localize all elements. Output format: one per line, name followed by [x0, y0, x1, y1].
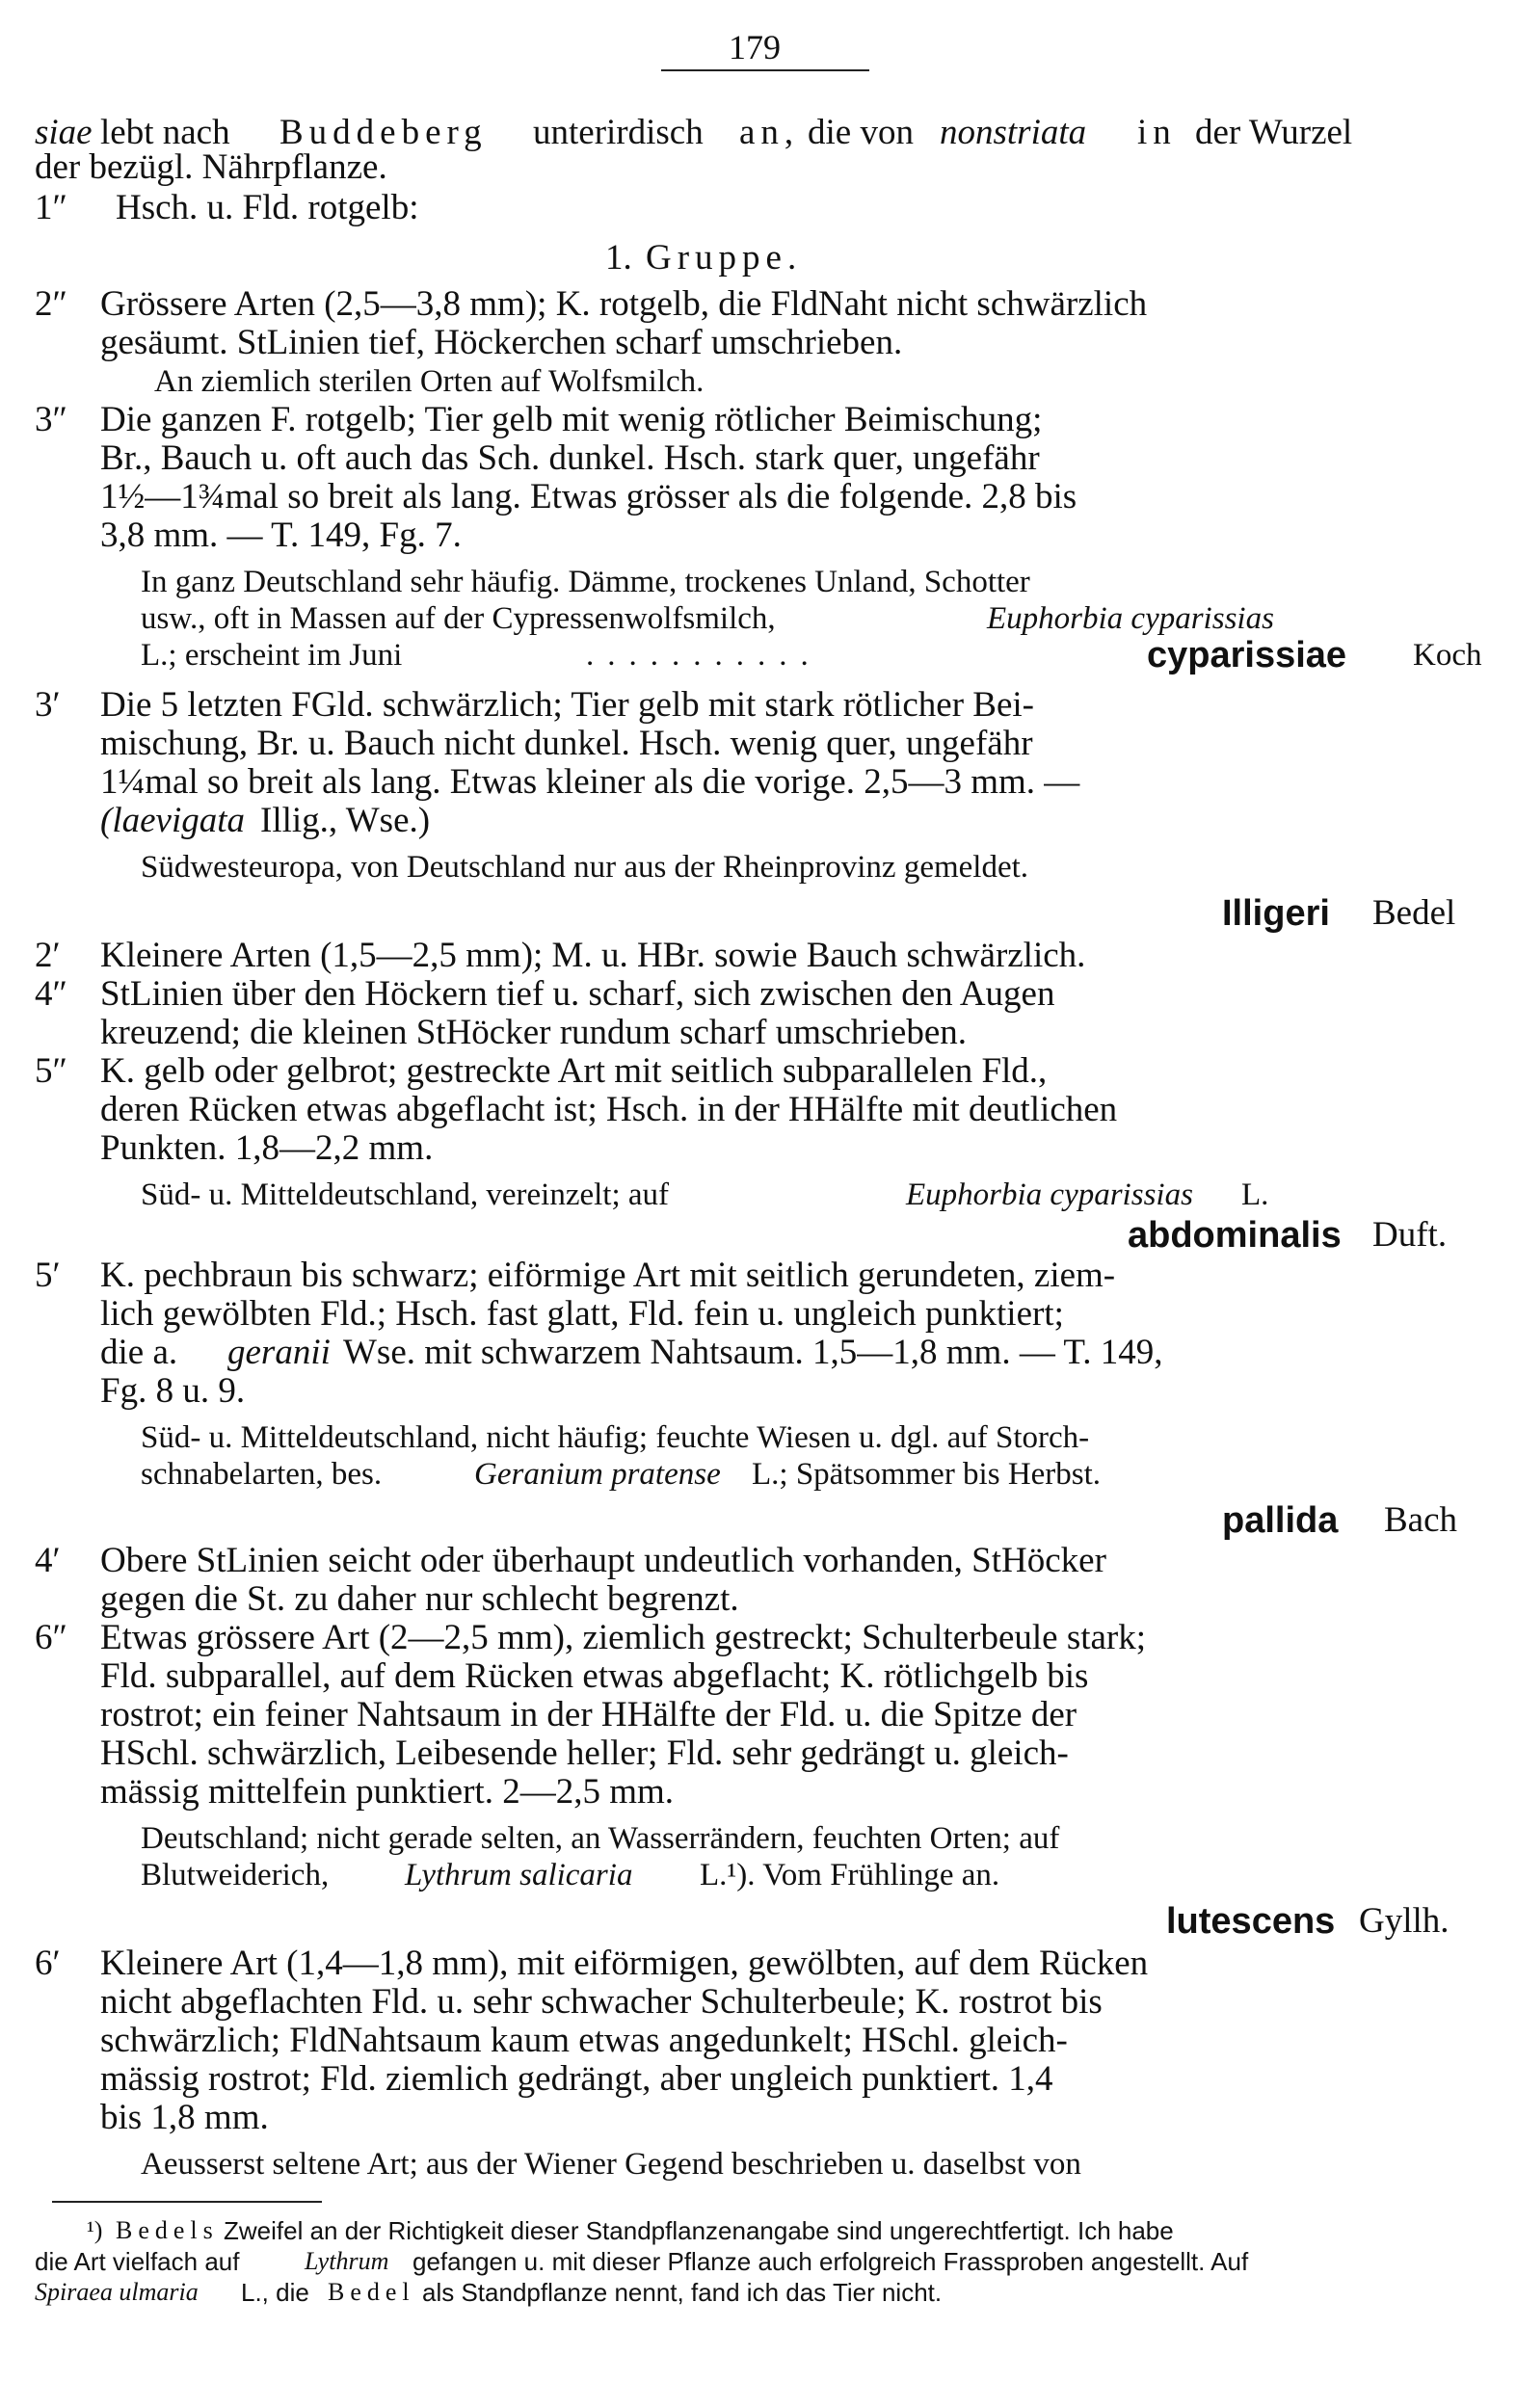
text-segment: usw., oft in Massen auf der Cypressenwolfsmilch, [141, 601, 776, 636]
italic-text: (laevigata [100, 801, 246, 840]
text-segment: 1. [605, 238, 632, 278]
text-segment: der Wurzel [1195, 113, 1353, 152]
text-segment: Fld. subparallel, auf dem Rücken etwas abgeflacht; K. rötlichgelb bis [100, 1656, 1089, 1696]
species-name: abdominalis [1128, 1215, 1342, 1256]
text-segment: nicht abgeflachten Fld. u. sehr schwacher Schulterbeule; K. rostrot bis [100, 1982, 1103, 2022]
text-segment: unterirdisch [533, 113, 704, 152]
text-segment: als Standpflanze nennt, fand ich das Tier nicht. [422, 2278, 943, 2307]
text-segment: Duft. [1372, 1215, 1448, 1255]
key-label: 5″ [35, 1051, 67, 1091]
italic-text: Spiraea ulmaria [35, 2278, 199, 2306]
text-segment: Fg. 8 u. 9. [100, 1371, 246, 1411]
key-label: 3″ [35, 400, 67, 439]
key-label: 5′ [35, 1256, 61, 1295]
text-segment: deren Rücken etwas abgeflacht ist; Hsch. in der HHälfte mit deutlichen [100, 1090, 1118, 1129]
text-segment: schnabelarten, bes. [141, 1457, 383, 1492]
key-label: 6″ [35, 1618, 67, 1657]
text-segment: L. [1241, 1178, 1269, 1212]
species-name: cyparissiae [1147, 635, 1347, 675]
text-segment: schwärzlich; FldNahtsaum kaum etwas angedunkelt; HSchl. gleich- [100, 2021, 1068, 2060]
text-segment: Kleinere Art (1,4—1,8 mm), mit eiförmigen, gewölbten, auf dem Rücken [100, 1944, 1149, 1983]
key-label: 2″ [35, 284, 67, 324]
text-segment: Bedel [1372, 893, 1456, 933]
text-segment: mässig rostrot; Fld. ziemlich gedrängt, aber ungleich punktiert. 1,4 [100, 2059, 1053, 2099]
header-rule [661, 69, 869, 71]
text-segment: Etwas grössere Art (2—2,5 mm), ziemlich gestreckt; Schulterbeule stark; [100, 1618, 1147, 1657]
text-segment: die Art vielfach auf [35, 2247, 240, 2276]
text-segment: Deutschland; nicht gerade selten, an Wasserrändern, feuchten Orten; auf [141, 1821, 1060, 1856]
text-segment: Süd- u. Mitteldeutschland, nicht häufig; feuchte Wiesen u. dgl. auf Storch- [141, 1420, 1090, 1455]
text-segment: L., die [241, 2278, 309, 2307]
text-segment: der bezügl. Nährpflanze. [35, 147, 387, 187]
text-segment: gegen die St. zu daher nur schlecht begrenzt. [100, 1579, 739, 1619]
text-segment: Punkten. 1,8—2,2 mm. [100, 1128, 434, 1168]
text-segment: die a. [100, 1333, 178, 1372]
text-segment: L.¹). Vom Frühlinge an. [700, 1858, 1000, 1892]
italic-text: Euphorbia cyparissias [906, 1178, 1193, 1212]
text-segment: Südwesteuropa, von Deutschland nur aus der Rheinprovinz gemeldet. [141, 850, 1029, 885]
text-segment: 1½—1¾mal so breit als lang. Etwas grösser als die folgende. 2,8 bis [100, 477, 1077, 516]
text-segment: lich gewölbten Fld.; Hsch. fast glatt, Fld. fein u. ungleich punktiert; [100, 1294, 1064, 1334]
key-label: 6′ [35, 1944, 61, 1983]
page-number: 179 [729, 28, 781, 66]
text-segment: Zweifel an der Richtigkeit dieser Standpflanzenangabe sind ungerechtfertigt. Ich habe [224, 2216, 1174, 2245]
italic-text: siae [35, 113, 93, 152]
text-segment: StLinien über den Höckern tief u. scharf, sich zwischen den Augen [100, 974, 1055, 1014]
italic-text: Lythrum [305, 2247, 389, 2275]
species-name: Illigeri [1222, 893, 1330, 934]
text-segment: gefangen u. mit dieser Pflanze auch erfolgreich Frassproben angestellt. Auf [412, 2247, 1249, 2276]
text-segment: K. gelb oder gelbrot; gestreckte Art mit seitlich subparallelen Fld., [100, 1051, 1048, 1091]
text-segment: Süd- u. Mitteldeutschland, vereinzelt; auf [141, 1178, 670, 1212]
text-segment: lebt nach [100, 113, 230, 152]
text-segment: an, [739, 113, 800, 152]
text-segment: kreuzend; die kleinen StHöcker rundum scharf umschrieben. [100, 1013, 968, 1052]
text-segment: in [1137, 113, 1177, 152]
text-segment: Illig., Wse.) [260, 801, 431, 840]
text-segment: 3,8 mm. — T. 149, Fg. 7. [100, 516, 462, 555]
italic-text: Euphorbia cyparissias [987, 601, 1274, 636]
key-label: 4″ [35, 974, 67, 1014]
text-segment: Kleinere Arten (1,5—2,5 mm); M. u. HBr. sowie Bauch schwärzlich. [100, 936, 1086, 975]
text-segment: Koch [1413, 638, 1482, 673]
key-label: 2′ [35, 936, 61, 975]
text-segment: mischung, Br. u. Bauch nicht dunkel. Hsch. wenig quer, ungefähr [100, 724, 1033, 763]
text-segment: Bach [1384, 1500, 1458, 1540]
italic-text: nonstriata [940, 113, 1087, 152]
text-segment: Br., Bauch u. oft auch das Sch. dunkel. Hsch. stark quer, ungefähr [100, 438, 1040, 478]
species-name: lutescens [1166, 1901, 1336, 1942]
italic-text: Geranium pratense [474, 1457, 721, 1492]
text-segment: gesäumt. StLinien tief, Höckerchen scharf umschrieben. [100, 323, 903, 362]
text-segment: Bedel [328, 2278, 415, 2306]
text-segment: Grössere Arten (2,5—3,8 mm); K. rotgelb, die FldNaht nicht schwärzlich [100, 284, 1148, 324]
key-label: 1″ [35, 188, 67, 227]
text-segment: Aeusserst seltene Art; aus der Wiener Gegend beschrieben u. daselbst von [141, 2147, 1081, 2182]
text-segment: Obere StLinien seicht oder überhaupt undeutlich vorhanden, StHöcker [100, 1541, 1106, 1580]
text-segment: An ziemlich sterilen Orten auf Wolfsmilch. [154, 364, 705, 399]
text-segment: rostrot; ein feiner Nahtsaum in der HHälfte der Fld. u. die Spitze der [100, 1695, 1077, 1734]
text-segment: L.; erscheint im Juni [141, 638, 403, 673]
text-segment: L.; Spätsommer bis Herbst. [752, 1457, 1102, 1492]
text-segment: Bedels [116, 2216, 219, 2244]
text-segment: Hsch. u. Fld. rotgelb: [116, 188, 419, 227]
text-segment: mässig mittelfein punktiert. 2—2,5 mm. [100, 1772, 675, 1812]
text-segment: 1¼mal so breit als lang. Etwas kleiner als die vorige. 2,5—3 mm. — [100, 762, 1080, 802]
text-segment: Gyllh. [1359, 1901, 1450, 1941]
text-segment: K. pechbraun bis schwarz; eiförmige Art mit seitlich gerundeten, ziem- [100, 1256, 1116, 1295]
species-name: pallida [1222, 1500, 1339, 1541]
text-segment: Wse. mit schwarzem Nahtsaum. 1,5—1,8 mm. — T. 149, [343, 1333, 1163, 1372]
text-segment: Buddeberg [279, 113, 488, 152]
text-segment: Die 5 letzten FGld. schwärzlich; Tier gelb mit stark rötlicher Bei- [100, 685, 1034, 725]
key-label: 3′ [35, 685, 61, 725]
text-segment: bis 1,8 mm. [100, 2098, 269, 2137]
text-segment: HSchl. schwärzlich, Leibesende heller; Fld. sehr gedrängt u. gleich- [100, 1733, 1069, 1773]
text-segment: Die ganzen F. rotgelb; Tier gelb mit wenig rötlicher Beimischung; [100, 400, 1043, 439]
text-segment: ........... [586, 638, 822, 673]
italic-text: geranii [227, 1333, 331, 1372]
italic-text: Lythrum salicaria [405, 1858, 633, 1892]
key-label: 4′ [35, 1541, 61, 1580]
text-segment: Gruppe. [646, 238, 803, 278]
text-segment: ¹) [87, 2216, 103, 2244]
text-segment: die von [808, 113, 914, 152]
text-segment: In ganz Deutschland sehr häufig. Dämme, trockenes Unland, Schotter [141, 565, 1030, 599]
text-segment: Blutweiderich, [141, 1858, 330, 1892]
footnote-rule [52, 2201, 322, 2203]
